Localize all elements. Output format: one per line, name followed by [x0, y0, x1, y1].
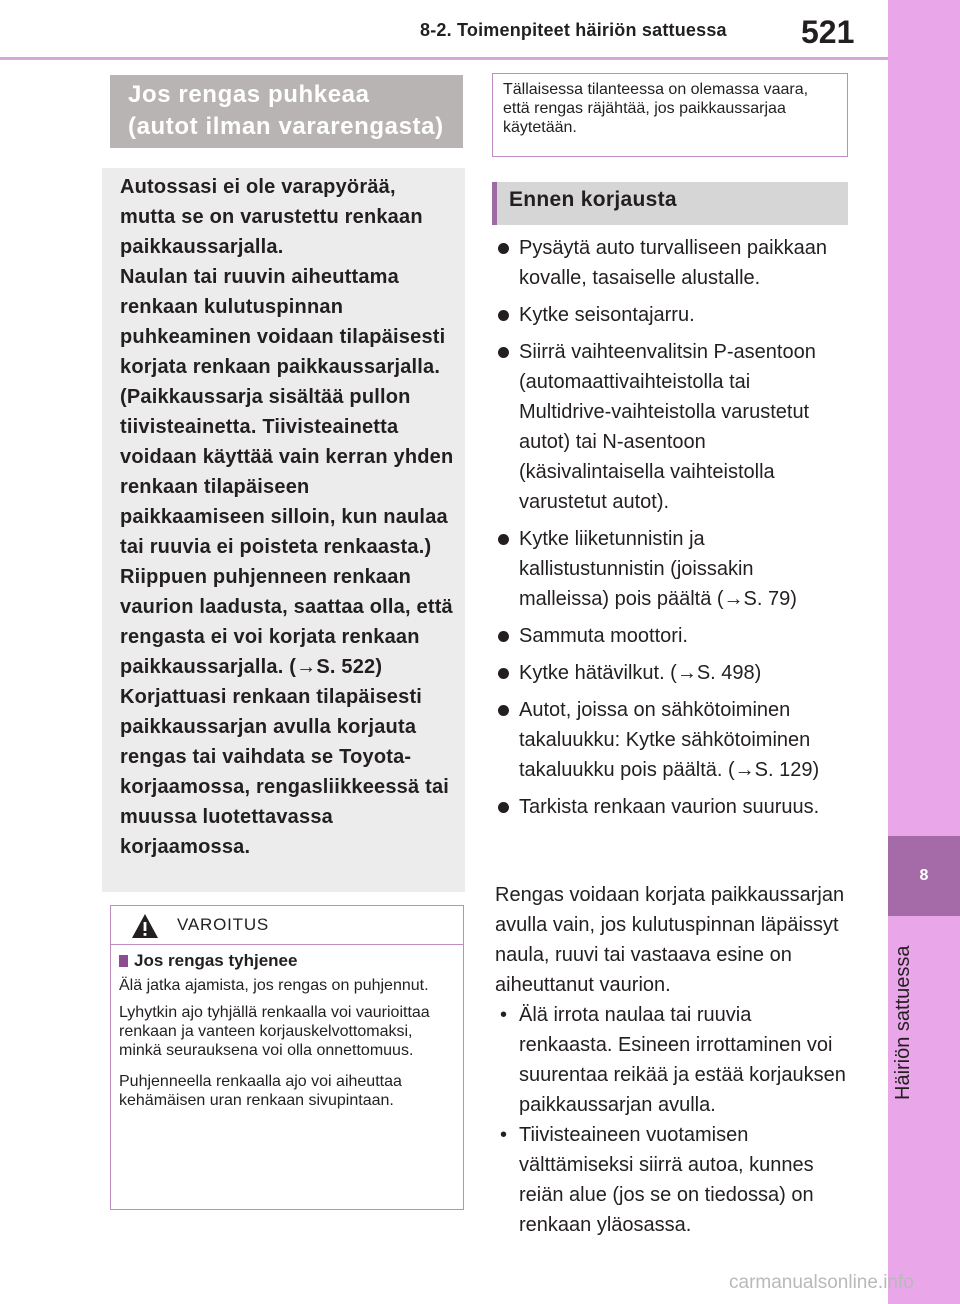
warning-paragraph: Puhjenneella renkaalla ajo voi aiheuttaa kehämäisen uran renkaan sivupintaan.	[119, 1073, 402, 1109]
intro-paragraph: Naulan tai ruuvin aiheuttama renkaan kulutuspinnan puhkeaminen voidaan tilapäisesti korjata renkaan paikkaussarjalla. (Paikkaussarja sisältää pullon tiivisteainetta. Tiivisteainetta voidaan käyttää vain kerran yhden renkaan tilapäiseen paikkaamiseen silloin, kun naulaa tai ruuvia ei poisteta renkaasta.) Riippuen puhjenneen renkaan vaurion laadusta, saattaa olla, että rengasta ei voi korjata renkaan paikkaussarjalla. (→S. 522)	[120, 266, 454, 678]
step-item: Siirrä vaihteenvalitsin P-asentoon (automaattivaihteistolla tai Multidrive-vaihteistolla varustetut autot) tai N-asentoon (käsivalintaisella vaihteistolla varustetut autot).	[495, 337, 845, 517]
repair-condition-paragraph: Rengas voidaan korjata paikkaussarjan avulla vain, jos kulutuspinnan läpäissyt naula, ruuvi tai vastaava esine on aiheuttanut vaurion.	[495, 884, 845, 996]
chapter-number: 8	[888, 836, 960, 916]
page-number: 521	[801, 14, 855, 50]
section-heading-line-1: Jos rengas puhkeaa	[128, 81, 370, 108]
chapter-side-tab	[888, 0, 960, 1304]
step-item: Kytke liiketunnistin ja kallistustunnistin (joissakin malleissa) pois päältä (→S. 79)	[495, 524, 845, 614]
warning-paragraph: Lyhytkin ajo tyhjällä renkaalla voi vaurioittaa renkaan ja vanteen korjauskelvottomaksi, minkä seurauksena voi olla onnettomuus.	[119, 1004, 430, 1059]
step-item: Pysäytä auto turvalliseen paikkaan kovalle, tasaiselle alustalle.	[495, 233, 845, 293]
square-bullet-icon	[119, 955, 128, 967]
intro-box	[102, 168, 465, 892]
repair-notes	[495, 1000, 847, 1240]
warning-subheading: Jos rengas tyhjenee	[119, 951, 451, 970]
section-title: 8-2. Toimenpiteet häiriön sattuessa	[420, 20, 727, 40]
preparation-steps	[495, 233, 845, 829]
header-rule	[0, 57, 888, 60]
warning-header	[111, 906, 463, 945]
subsection-heading: Ennen korjausta	[492, 182, 848, 225]
step-item: Autot, joissa on sähkötoiminen takaluukku: Kytke sähkötoiminen takaluukku pois päältä. (→S. 129)	[495, 695, 845, 785]
warning-triangle-icon	[131, 912, 159, 940]
note-item: • Älä irrota naulaa tai ruuvia renkaasta. Esineen irrottaminen voi suurentaa reikää ja estää korjauksen paikkaussarjan avulla.	[495, 1000, 847, 1120]
intro-paragraph: Korjattuasi renkaan tilapäisesti paikkaussarjan avulla korjauta rengas tai vaihdata se Toyota-korjaamossa, rengasliikkeessä tai muussa luotettavassa korjaamossa.	[120, 686, 450, 858]
intro-paragraph: Autossasi ei ole varapyörää, mutta se on varustettu renkaan paikkaussarjalla.	[120, 176, 423, 258]
step-item: Kytke seisontajarru.	[495, 300, 845, 330]
step-item: Tarkista renkaan vaurion suuruus.	[495, 792, 845, 822]
note-item: • Tiivisteaineen vuotamisen välttämiseksi siirrä autoa, kunnes reiän alue (jos se on tiedossa) on renkaan yläosassa.	[495, 1120, 847, 1240]
step-item: Sammuta moottori.	[495, 621, 845, 651]
warning-paragraph: Älä jatka ajamista, jos rengas on puhjennut.	[119, 977, 429, 994]
section-heading	[110, 75, 463, 148]
warning-title: VAROITUS	[177, 915, 270, 934]
chapter-label: Häiriön sattuessa	[892, 945, 914, 1100]
warning-continuation-box: Tällaisessa tilanteessa on olemassa vaara, että rengas räjähtää, jos paikkaussarjaa käytetään.	[492, 73, 848, 157]
section-heading-line-2: (autot ilman vararengasta)	[128, 113, 444, 140]
warning-box	[110, 905, 464, 1210]
step-item: Kytke hätävilkut. (→S. 498)	[495, 658, 845, 688]
watermark: carmanualsonline.info	[729, 1272, 914, 1293]
